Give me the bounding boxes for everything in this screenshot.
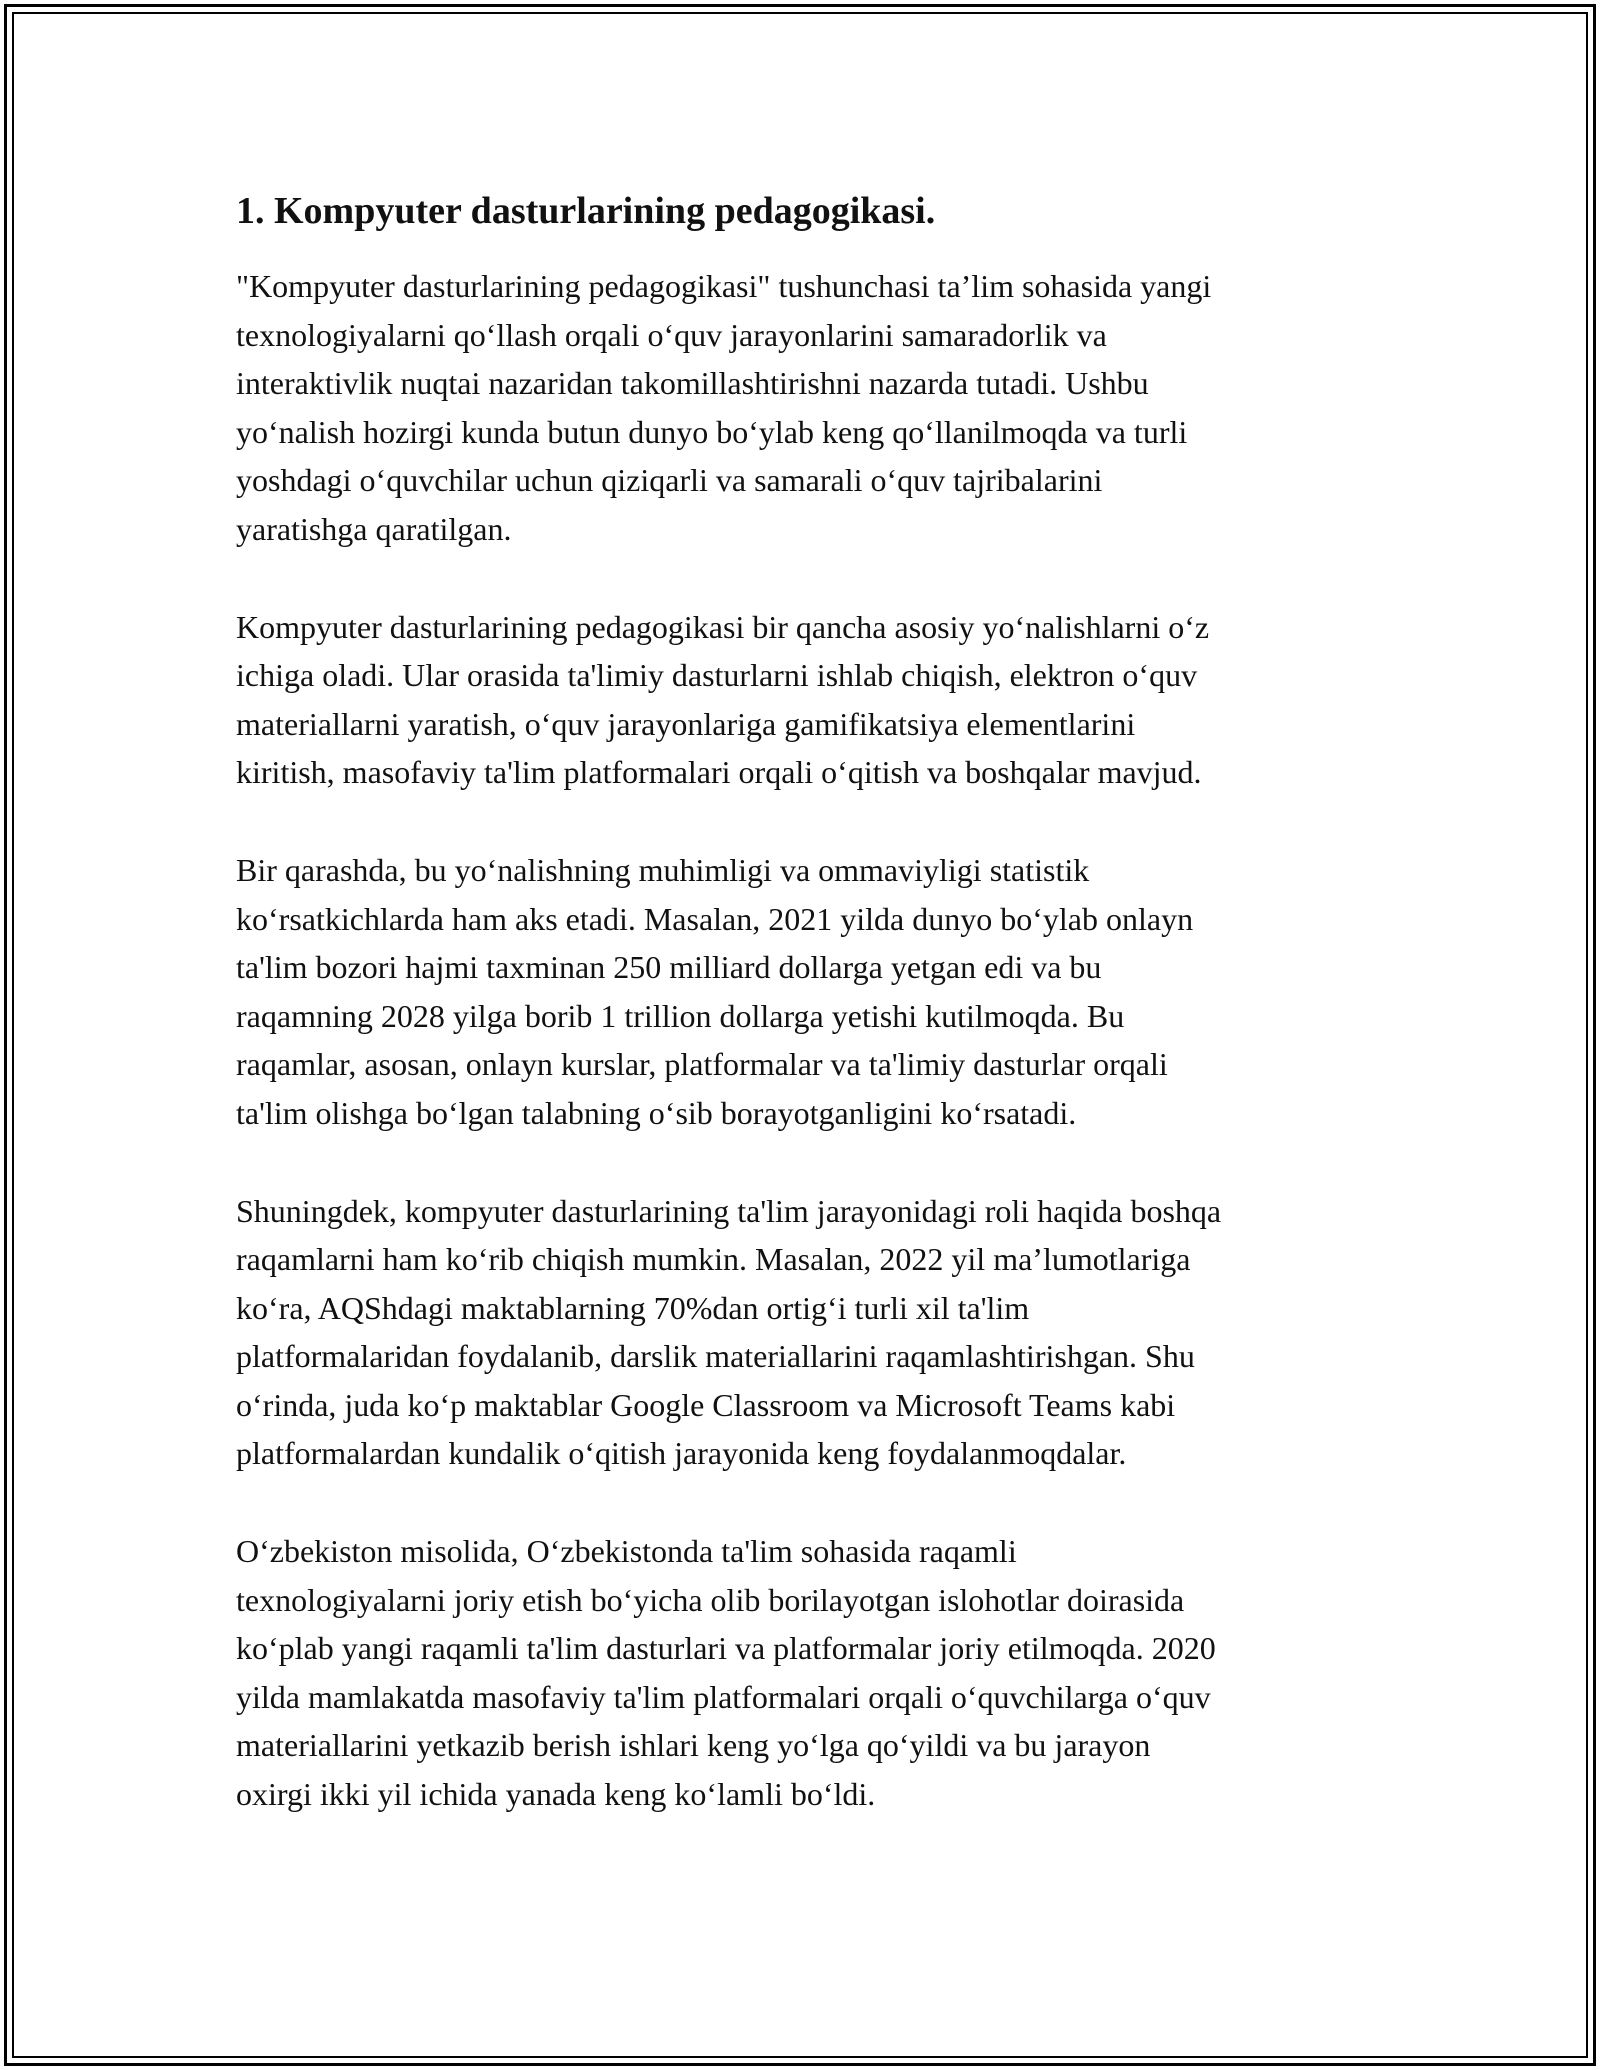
paragraph: O‘zbekiston misolida, O‘zbekistonda ta'lim sohasida raqamli texnologiyalarni joriy etish bo‘yicha olib borilayotgan islohotlar doirasida ko‘plab yangi raqamli ta'lim dasturlari va platformalar joriy etilmoqda. 2020 yilda mamlakatda masofaviy ta'lim platformalari orqali o‘quvchilarga o‘quv materiallarini yetkazib berish ishlari keng yo‘lga qo‘yildi va bu jarayon oxirgi ikki yil ichida yanada keng ko‘lamli bo‘ldi. bbox=[236, 1533, 1216, 1813]
paragraph: "Kompyuter dasturlarining pedagogikasi" tushunchasi ta’lim sohasida yangi texnologiyalarni qo‘llash orqali o‘quv jarayonlarini samaradorlik va interaktivlik nuqtai nazaridan takomillashtirishni nazarda tutadi. Ushbu yo‘nalish hozirgi kunda butun dunyo bo‘ylab keng qo‘llanilmoqda va turli yoshdagi o‘quvchilar uchun qiziqarli va samarali o‘quv tajribalarini yaratishga qaratilgan. bbox=[236, 268, 1212, 547]
document-body bbox=[236, 186, 1376, 1868]
paragraph: Shuningdek, kompyuter dasturlarining ta'lim jarayonidagi roli haqida boshqa raqamlarni ham ko‘rib chiqish mumkin. Masalan, 2022 yil ma’lumotlariga ko‘ra, AQShdagi maktablarning 70%dan ortig‘i turli xil ta'lim platformalaridan foydalanib, darslik materiallarini raqamlashtirishgan. Shu o‘rinda, juda ko‘p maktablar Google Classroom va Microsoft Teams kabi platformalardan kundalik o‘qitish jarayonida keng foydalanmoqdalar. bbox=[236, 1192, 1222, 1472]
section-title: 1. Kompyuter dasturlarining pedagogikasi. bbox=[236, 190, 936, 232]
paragraph: Kompyuter dasturlarining pedagogikasi bir qancha asosiy yo‘nalishlarni o‘z ichiga oladi. Ular orasida ta'limiy dasturlarni ishlab chiqish, elektron o‘quv materiallarni yaratish, o‘quv jarayonlariga gamifikatsiya elementlarini kiritish, masofaviy ta'lim platformalari orqali o‘qitish va boshqalar mavjud. bbox=[236, 608, 1210, 791]
paragraph: Bir qarashda, bu yo‘nalishning muhimligi va ommaviyligi statistik ko‘rsatkichlarda ham aks etadi. Masalan, 2021 yilda dunyo bo‘ylab onlayn ta'lim bozori hajmi taxminan 250 milliard dollarga yetgan edi va bu raqamning 2028 yilga borib 1 trillion dollarga yetishi kutilmoqda. Bu raqamlar, asosan, onlayn kurslar, platformalar va ta'limiy dasturlar orqali ta'lim olishga bo‘lgan talabning o‘sib borayotganligini ko‘rsatadi. bbox=[236, 851, 1194, 1131]
